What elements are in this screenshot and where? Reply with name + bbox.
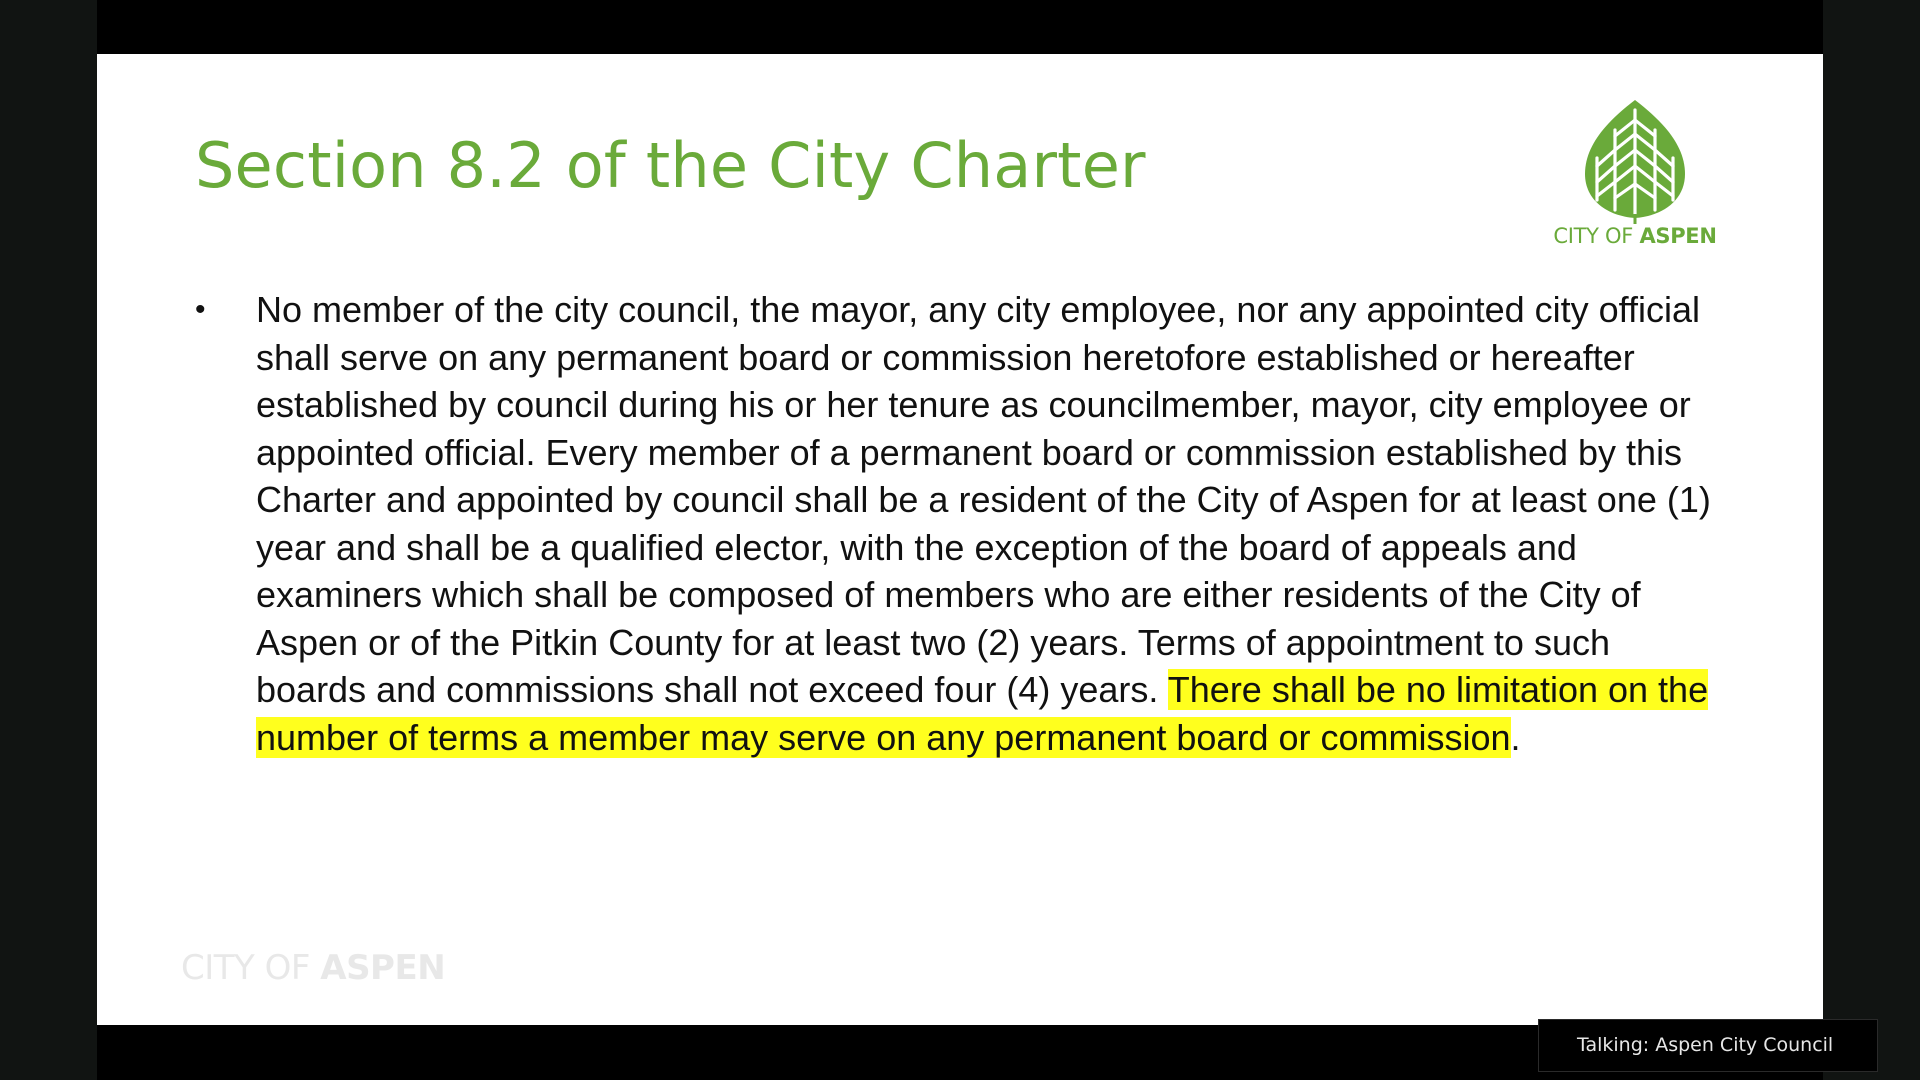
highlighted-text: There shall be no limitation on the number of terms a member may serve on any permanent board or commission [256,669,1709,758]
charter-bullet [195,286,1715,761]
video-frame-top [97,0,1823,54]
charter-text-end: . [1510,716,1521,758]
charter-bullet-list [195,286,1715,761]
aspen-leaf-icon [1575,96,1695,224]
video-frame-right [1823,0,1920,1080]
presentation-slide [97,54,1823,1025]
city-of-aspen-logo [1540,96,1730,266]
video-frame-left [0,0,97,1080]
slide-title: Section 8.2 of the City Charter [195,129,1146,202]
footer-watermark-logo: CITY OF ASPEN [181,948,446,988]
bullet-marker: • [195,293,206,326]
logo-wordmark: CITY OF ASPEN [1553,224,1717,248]
charter-text: No member of the city council, the mayor, any city employee, nor any appointed city official shall serve on any permanent board or commission heretofore established or hereafter established by council during his or her tenure as councilmember, mayor, city employee or appointed official. Every member of a permanent board or commission established by this Charter and appointed by council shall be a resident of the City of Aspen for at least one (1) year and shall be a qualified elector, with the exception of the board of appeals and examiners which shall be composed of members who are either residents of the City of Aspen or of the Pitkin County for at least two (2) years. Terms of appointment to such boards and commissions shall not exceed four (4) years. [256,289,1711,710]
talking-indicator: Talking: Aspen City Council [1538,1019,1878,1072]
